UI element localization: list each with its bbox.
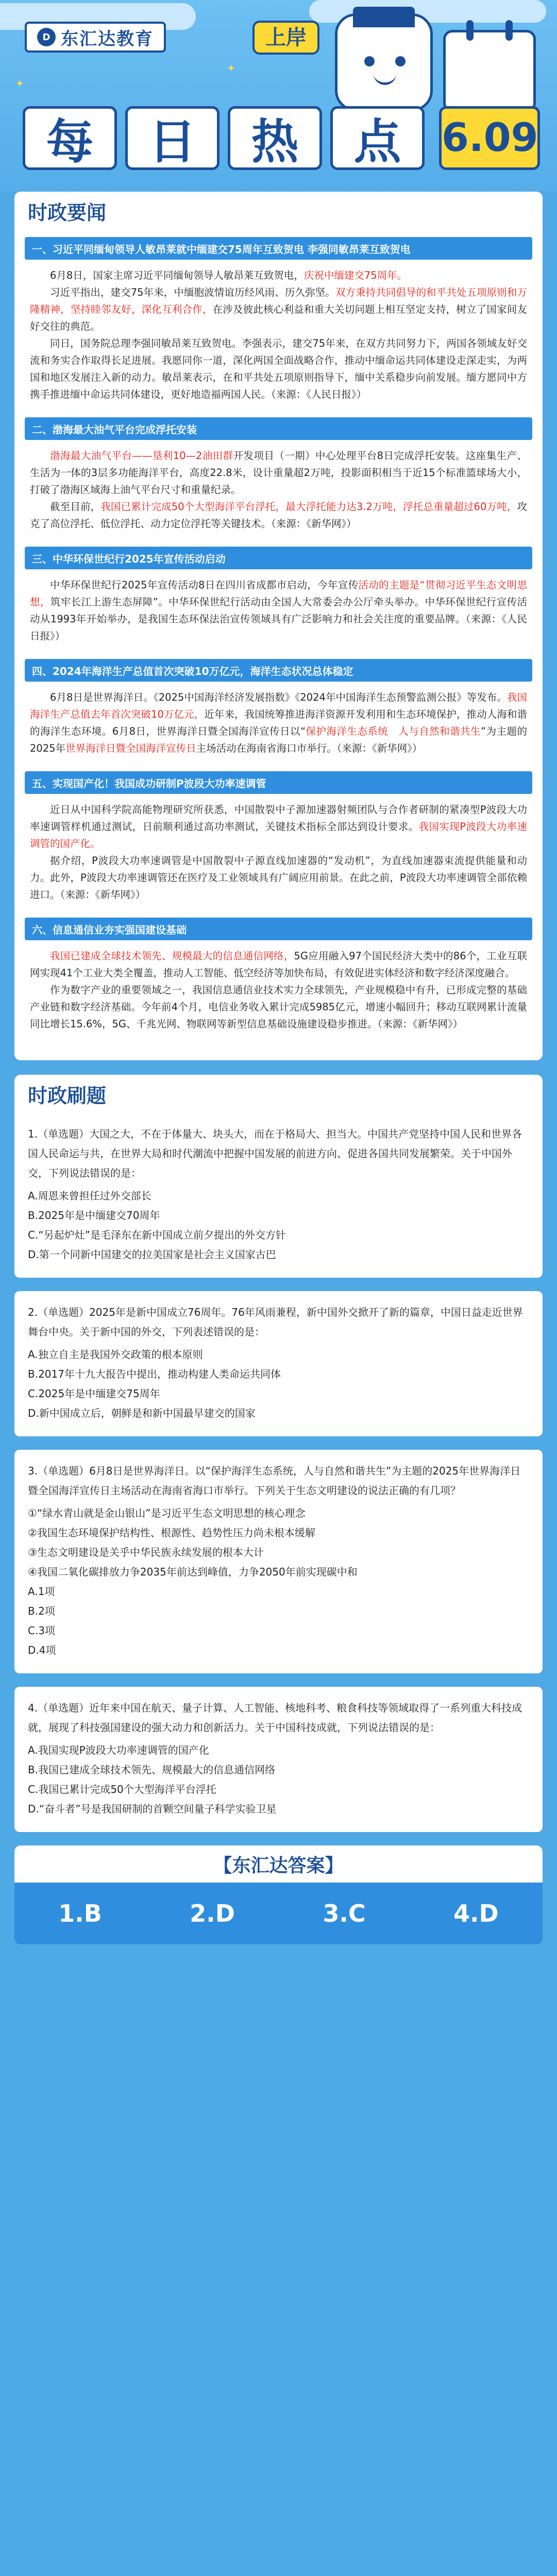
- title-char: 每: [23, 106, 117, 170]
- news-item: [25, 918, 532, 1032]
- news-body: [25, 940, 532, 1032]
- news-paragraph: [30, 981, 527, 1032]
- shangan-badge: 上岸: [252, 21, 319, 55]
- news-paragraph: [30, 801, 527, 852]
- question-stem: 4.（单选题）近年来中国在航天、量子计算、人工智能、核地科考、粮食科技等领域取得了一系列重大科技成就，展现了科技强国建设的强大动力和创新活力。关于中国科技成就，下列说法错误的是：: [28, 1702, 522, 1734]
- body-text: 中华环保世纪行2025年宣传活动8日在四川省成都市启动，今年宣传: [50, 579, 359, 591]
- star-icon: ✦: [15, 77, 24, 90]
- news-paragraph: [30, 947, 527, 981]
- body-text: 在涉及彼此核心利益和重大关切问题上相互坚定支持，树立了国家间友好交往的典范。: [30, 303, 527, 332]
- answer-item: 1.B: [58, 1900, 102, 1927]
- body-text: 据介绍，P波段大功率速调管是中国散裂中子源直线加速器的“发动机”，为直线加速器束流提供能量和动力。此外，P波段大功率速调管还在医疗及工业领域具有广阔应用前景。在此之前，P波段大功率速调管全部依赖进口。（来源：《新华网》）: [30, 855, 527, 901]
- question-option: B.2025年是中缅建交70周年: [28, 1209, 160, 1222]
- news-title: 二、渤海最大油气平台完成浮托安装: [25, 417, 532, 440]
- body-text: 开发项目（一期）中心处理平台8日完成浮托安装。这座集生产、生活为一体的3层多功能海洋平台，高度22.8米，设计重量超2万吨，投影面积相当于近15个标准篮球场大小，打破了渤海区域海上油气平台尺寸和重量纪录。: [30, 450, 527, 496]
- quiz-heading: 时政刷题: [28, 1084, 107, 1107]
- highlight-text: 我国已建成全球技术领先、规模最大的信息通信网络，: [50, 950, 294, 962]
- politics-news-panel: [14, 230, 543, 1060]
- question-option: D.“奋斗者”号是我国研制的首颗空间量子科学实验卫星: [28, 1803, 277, 1815]
- mascot-illustration: [335, 13, 433, 111]
- question-option: ③生态文明建设是关乎中华民族永续发展的根本大计: [28, 1546, 264, 1558]
- body-text: 主场活动在海南省海口市举行。（来源：《新华网》）: [196, 742, 423, 754]
- news-title: 六、信息通信业夯实强国建设基础: [25, 918, 532, 940]
- question-option: C.3项: [28, 1624, 56, 1637]
- news-paragraph: [30, 577, 527, 645]
- answer-item: 2.D: [190, 1900, 235, 1927]
- quiz-question: [14, 1450, 543, 1673]
- question-option: B.2017年十九大报告中提出，推动构建人类命运共同体: [28, 1368, 281, 1380]
- body-text: 近日从中国科学院高能物理研究所获悉，中国散裂中子源加速器射频团队与合作者研制的紧凑型P波段大功率速调管样机通过测试，日前顺利通过高功率测试，关键技术指标全部达到设计要求。: [30, 804, 527, 833]
- news-title: 四、2024年海洋生产总值首次突破10万亿元，海洋生态状况总体稳定: [25, 659, 532, 682]
- brand-logo: [25, 22, 166, 53]
- page-title: [23, 106, 425, 170]
- answer-header: 【东汇达答案】: [14, 1845, 543, 1883]
- body-text: 攻克了高位浮托、低位浮托、动力定位浮托等关键技术。（来源：《新华网》）: [30, 501, 527, 530]
- question-option: D.第一个同新中国建交的拉美国家是社会主义国家古巴: [28, 1248, 276, 1261]
- question-option: C.我国已累计完成50个大型海洋平台浮托: [28, 1783, 216, 1795]
- highlight-text: 保护海洋生态系统 人与自然和谐共生: [306, 725, 481, 737]
- answer-row: [14, 1883, 543, 1944]
- news-paragraph: [30, 689, 527, 757]
- star-icon: ✦: [227, 62, 235, 74]
- body-text: 作为数字产业的重要领域之一，我国信息通信业技术实力全球领先，产业规模稳中有升，已形成完整的基础产业链和数字经济基础。今年前4个月，电信业务收入累计完成5985亿元，增速小幅回升；移动互联网累计流量同比增长15.6%，5G、千兆光网、物联网等新型信息基础设施建设稳步推进。（来源：《新华网》）: [30, 984, 527, 1030]
- question-stem: 3.（单选题）6月8日是世界海洋日。以“保护海洋生态系统，人与自然和谐共生”为主题的2025年世界海洋日暨全国海洋宣传日主场活动在海南省海口市举行。下列关于生态文明建设的说法正确的有几项？: [28, 1465, 521, 1497]
- highlight-text: 世界海洋日暨全国海洋宣传日: [65, 742, 196, 754]
- question-option: A.独立自主是我国外交政策的根本原则: [28, 1348, 203, 1361]
- news-body: [25, 682, 532, 757]
- page-header: [0, 0, 557, 192]
- question-option: D.新中国成立后，朝鲜是和新中国最早建交的国家: [28, 1407, 256, 1419]
- answer-item: 4.D: [453, 1900, 499, 1927]
- news-body: [25, 260, 532, 403]
- body-text: 同日，国务院总理李强同敏昂莱互致贺电。李强表示，建交75年来，在双方共同努力下，两国各领域友好交流和务实合作取得长足进展。我愿同你一道，深化两国全面战略合作，推动中缅命运共同体建设走深走实，为两国和地区发展注入新的动力。敏昂莱表示，在和平共处五项原则指导下，缅中关系稳步向前发展。缅方愿同中方携手推进缅中命运共同体建设，更好地造福两国人民。（来源：《人民日报》）: [30, 337, 527, 400]
- title-char: 点: [330, 106, 425, 170]
- news-paragraph: [30, 447, 527, 498]
- question-option: A.周恩来曾担任过外交部长: [28, 1190, 151, 1202]
- body-text: 6月8日，国家主席习近平同缅甸领导人敏昂莱互致贺电，: [50, 269, 304, 281]
- question-option: ①“绿水青山就是金山银山”是习近平生态文明思想的核心理念: [28, 1507, 306, 1519]
- question-option: B.我国已建成全球技术领先、规模最大的信息通信网络: [28, 1764, 276, 1776]
- highlight-text: 我国已累计完成50个大型海洋平台浮托，最大浮托能力达3.2万吨，浮托总重量超过60万吨，: [100, 501, 517, 513]
- answer-item: 3.C: [323, 1900, 366, 1927]
- question-option: ②我国生态环境保护结构性、根源性、趋势性压力尚未根本缓解: [28, 1527, 315, 1539]
- highlight-text: 我国海洋生产总值去年首次突破10万亿元，: [30, 691, 527, 720]
- highlight-text: 庆祝中缅建交75周年。: [303, 269, 408, 281]
- question-stem: 1.（单选题）大国之大，不在于体量大、块头大，而在于格局大、担当大。中国共产党坚持中国人民和世界各国人民命运与共，在世界大局和时代潮流中把握中国发展的前进方向、促进各国共同发展繁荣。关于中国外交，下列说法错误的是：: [28, 1128, 522, 1179]
- calendar-icon: [443, 30, 536, 112]
- news-paragraph: [30, 335, 527, 403]
- body-text: 5G应用融入97个国民经济大类中的86个，工业互联网实现41个工业大类全覆盖，推动人工智能、低空经济等加快布局，有效促进实体经济和数字经济深度融合。: [30, 950, 527, 979]
- body-text: 筑牢长江上游生态屏障”。中华环保世纪行活动由全国人大常委会办公厅牵头举办。中华环保世纪行宣传活动从1993年开始举办，是我国生态环保法治宣传领域具有广泛影响力和社会关注度的重要品牌。（来源：《人民日报》）: [30, 596, 527, 642]
- highlight-text: 渤海最大油气平台——垦利10—2油田群: [50, 450, 233, 462]
- news-title: 五、实现国产化！我国成功研制P波段大功率速调管: [25, 771, 532, 794]
- question-option: ④我国二氧化碳排放力争2035年前达到峰值，力争2050年前实现碳中和: [28, 1566, 358, 1578]
- brand-mark-icon: D: [37, 28, 56, 46]
- news-item: [25, 547, 532, 645]
- body-text: ”为主题的2025年: [30, 725, 527, 754]
- body-text: 习近平指出，建交75年来，中缅胞波情谊历经风雨、历久弥坚。: [50, 286, 335, 298]
- news-item: [25, 417, 532, 532]
- question-option: C.“另起炉灶”是毛泽东在新中国成立前夕提出的外交方针: [28, 1229, 286, 1241]
- politics-heading: 时政要闻: [28, 201, 107, 224]
- date-badge: 6.09: [439, 106, 540, 170]
- highlight-text: 活动的主题是“贯彻习近平生态文明思想，: [30, 579, 527, 608]
- brand-name: 东汇达教育: [61, 28, 154, 49]
- question-stem: 2.（单选题）2025年是新中国成立76周年。76年风雨兼程，新中国外交掀开了新的篇章，中国日益走近世界舞台中央。关于新中国的外交，下列表述错误的是：: [28, 1306, 523, 1338]
- quiz-question: [14, 1291, 543, 1436]
- quiz-question: [14, 1113, 543, 1278]
- news-body: [25, 569, 532, 645]
- news-title: 一、习近平同缅甸领导人敏昂莱就中缅建交75周年互致贺电 李强同敏昂莱互致贺电: [25, 237, 532, 260]
- question-option: C.2025年是中缅建交75周年: [28, 1387, 160, 1400]
- quiz-section-header: [14, 1075, 543, 1113]
- question-option: A.我国实现P波段大功率速调管的国产化: [28, 1744, 209, 1756]
- news-paragraph: [30, 284, 527, 335]
- title-char: 日: [125, 106, 220, 170]
- question-option: A.1项: [28, 1585, 55, 1598]
- news-item: [25, 771, 532, 903]
- news-title: 三、中华环保世纪行2025年宣传活动启动: [25, 547, 532, 569]
- body-text: 6月8日是世界海洋日。《2025中国海洋经济发展指数》《2024年中国海洋生态预警监测公报》等发布。: [50, 691, 507, 703]
- body-text: 近年来，我国统筹推进海洋资源开发利用和生态环境保护，推动人海和谐的海洋生态环境。6月8日，世界海洋日暨全国海洋宣传日以“: [30, 708, 527, 737]
- highlight-text: 我国实现P波段大功率速调管的国产化。: [30, 821, 527, 850]
- news-paragraph: [30, 498, 527, 532]
- news-body: [25, 794, 532, 903]
- politics-section-header: [14, 192, 543, 230]
- news-item: [25, 237, 532, 403]
- title-char: 热: [228, 106, 322, 170]
- news-paragraph: [30, 852, 527, 903]
- highlight-text: 双方秉持共同倡导的和平共处五项原则和万隆精神，坚持睦邻友好，深化互利合作，: [30, 286, 527, 315]
- body-text: 截至目前，: [50, 501, 101, 513]
- news-paragraph: [30, 267, 527, 284]
- question-option: B.2项: [28, 1605, 55, 1617]
- news-body: [25, 440, 532, 532]
- news-item: [25, 659, 532, 757]
- question-option: D.4项: [28, 1644, 56, 1656]
- quiz-list: [14, 1113, 543, 1832]
- quiz-question: [14, 1687, 543, 1832]
